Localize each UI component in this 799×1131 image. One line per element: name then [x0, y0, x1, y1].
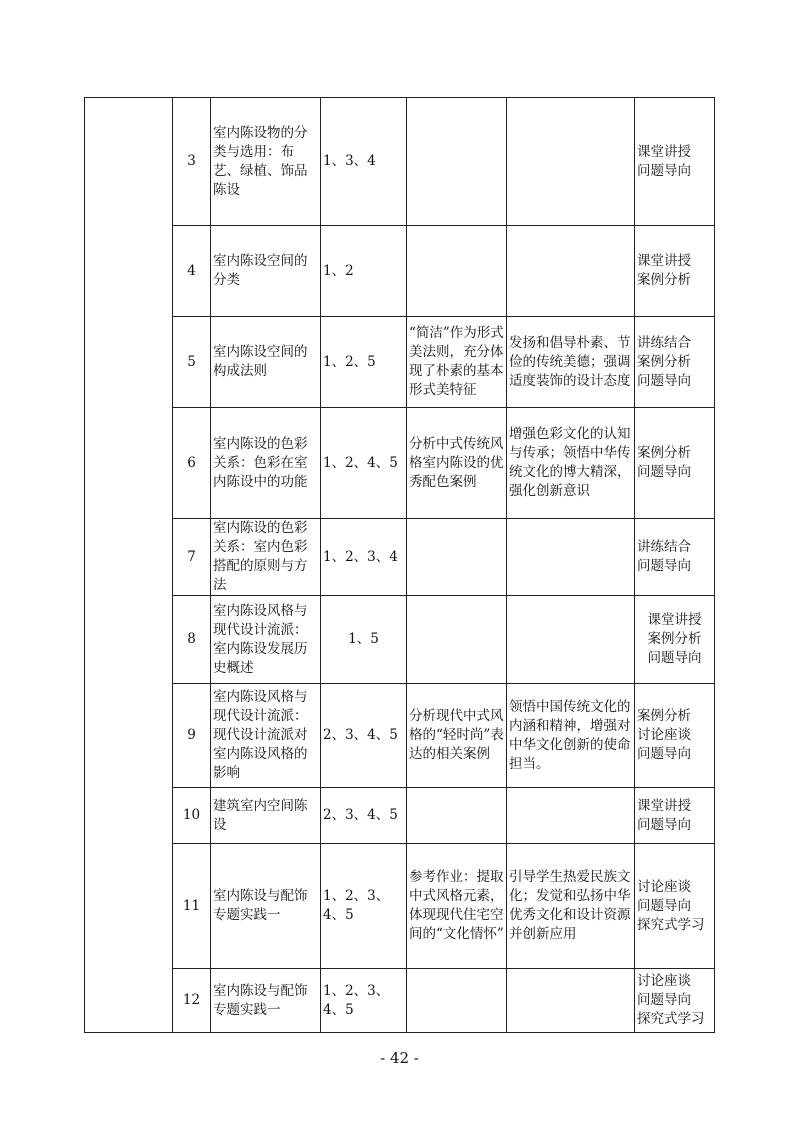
ideology-cell: 增强色彩文化的认知与传承；领悟中华传统文化的博大精深，强化创新意识 — [507, 408, 635, 519]
method-line: 讲练结合 — [637, 539, 691, 555]
method-cell — [635, 98, 715, 226]
content-cell — [407, 788, 507, 844]
content-cell: 分析现代中式风格的“轻时尚”表达的相关案例 — [407, 684, 507, 788]
method-line: 课堂讲授 — [637, 253, 691, 269]
method-line: 课堂讲授 — [637, 143, 691, 160]
row-number: 7 — [173, 519, 211, 596]
table-row — [85, 969, 715, 1033]
goals-cell: 1、3、4 — [321, 98, 407, 226]
row-number: 3 — [173, 98, 211, 226]
goals-cell: 1、2、5 — [321, 317, 407, 408]
method-cell — [635, 519, 715, 596]
table-row — [85, 684, 715, 788]
goals-cell: 2、3、4、5 — [321, 788, 407, 844]
method-line: 问题导向 — [637, 992, 691, 1008]
goals-cell: 2、3、4、5 — [321, 684, 407, 788]
content-cell: 分析中式传统风格室内陈设的优秀配色案例 — [407, 408, 507, 519]
topic-cell: 室内陈设与配饰专题实践一 — [211, 969, 321, 1033]
method-line: 案例分析 — [647, 631, 702, 647]
method-line: 问题导向 — [637, 464, 691, 480]
table-row — [85, 408, 715, 519]
ideology-cell — [507, 98, 635, 226]
ideology-cell — [507, 226, 635, 317]
ideology-cell: 引导学生热爱民族文化；发觉和弘扬中华优秀文化和设计资源并创新应用 — [507, 844, 635, 969]
table-row — [85, 519, 715, 596]
row-number: 4 — [173, 226, 211, 317]
topic-cell: 室内陈设物的分类与选用：布艺、绿植、饰品陈设 — [211, 98, 321, 226]
method-line: 讨论座谈 — [637, 727, 691, 743]
method-line: 讲练结合 — [637, 334, 691, 351]
method-line: 案例分析 — [637, 708, 691, 724]
topic-cell: 建筑室内空间陈设 — [211, 788, 321, 844]
method-line: 问题导向 — [647, 650, 702, 666]
table-row — [85, 317, 715, 408]
method-line: 案例分析 — [637, 272, 691, 288]
table-row — [85, 226, 715, 317]
topic-cell: 室内陈设风格与现代设计流派：现代设计流派对室内陈设风格的影响 — [211, 684, 321, 788]
ideology-cell — [507, 519, 635, 596]
method-cell — [635, 969, 715, 1033]
ideology-cell: 发扬和倡导朴素、节俭的传统美德；强调适度装饰的设计态度 — [507, 317, 635, 408]
row-number: 12 — [173, 969, 211, 1033]
row-number: 11 — [173, 844, 211, 969]
content-cell: 参考作业：提取中式风格元素，体现现代住宅空间的“文化情怀” — [407, 844, 507, 969]
content-cell — [407, 519, 507, 596]
row-number: 5 — [173, 317, 211, 408]
method-cell — [635, 684, 715, 788]
topic-cell: 室内陈设空间的分类 — [211, 226, 321, 317]
goals-cell: 1、2、3、4 — [321, 519, 407, 596]
table-row — [85, 788, 715, 844]
content-cell: “简洁”作为形式美法则，充分体现了朴素的基本形式美特征 — [407, 317, 507, 408]
goals-cell: 1、2 — [321, 226, 407, 317]
page-number: - 42 - — [380, 1049, 419, 1067]
table-row — [85, 596, 715, 684]
ideology-cell — [507, 969, 635, 1033]
method-line: 探究式学习 — [637, 1011, 705, 1027]
row-number: 8 — [173, 596, 211, 684]
method-line: 探究式学习 — [637, 916, 705, 933]
ideology-cell: 领悟中国传统文化的内涵和精神，增强对中华文化创新的使命担当。 — [507, 684, 635, 788]
method-cell — [635, 226, 715, 317]
method-line: 讨论座谈 — [637, 973, 691, 989]
goals-cell: 1、2、3、4、5 — [321, 844, 407, 969]
row-number: 10 — [173, 788, 211, 844]
method-line: 课堂讲授 — [647, 612, 702, 628]
goals-cell: 1、5 — [321, 596, 407, 684]
method-line: 讨论座谈 — [637, 878, 691, 895]
content-cell — [407, 596, 507, 684]
course-schedule-table — [84, 97, 715, 1033]
method-line: 案例分析 — [637, 445, 691, 461]
topic-cell: 室内陈设的色彩关系：色彩在室内陈设中的功能 — [211, 408, 321, 519]
method-line: 问题导向 — [637, 746, 691, 762]
merged-blank-cell — [85, 98, 173, 1033]
topic-cell: 室内陈设空间的构成法则 — [211, 317, 321, 408]
ideology-cell — [507, 596, 635, 684]
method-cell — [635, 408, 715, 519]
row-number: 9 — [173, 684, 211, 788]
ideology-cell — [507, 788, 635, 844]
method-cell — [635, 317, 715, 408]
table-row — [85, 98, 715, 226]
table-row — [85, 844, 715, 969]
goals-cell: 1、2、3、4、5 — [321, 969, 407, 1033]
method-line: 课堂讲授 — [637, 797, 691, 814]
content-cell — [407, 969, 507, 1033]
content-cell — [407, 98, 507, 226]
method-cell — [635, 788, 715, 844]
method-cell — [635, 844, 715, 969]
method-line: 问题导向 — [637, 372, 691, 389]
method-line: 问题导向 — [637, 816, 691, 833]
method-cell — [635, 596, 715, 684]
topic-cell: 室内陈设与配饰专题实践一 — [211, 844, 321, 969]
method-line: 案例分析 — [637, 353, 691, 370]
method-line: 问题导向 — [637, 162, 691, 179]
row-number: 6 — [173, 408, 211, 519]
method-line: 问题导向 — [637, 558, 691, 574]
content-cell — [407, 226, 507, 317]
method-line: 问题导向 — [637, 897, 691, 914]
goals-cell: 1、2、4、5 — [321, 408, 407, 519]
topic-cell: 室内陈设风格与现代设计流派：室内陈设发展历史概述 — [211, 596, 321, 684]
topic-cell: 室内陈设的色彩关系：室内色彩搭配的原则与方法 — [211, 519, 321, 596]
